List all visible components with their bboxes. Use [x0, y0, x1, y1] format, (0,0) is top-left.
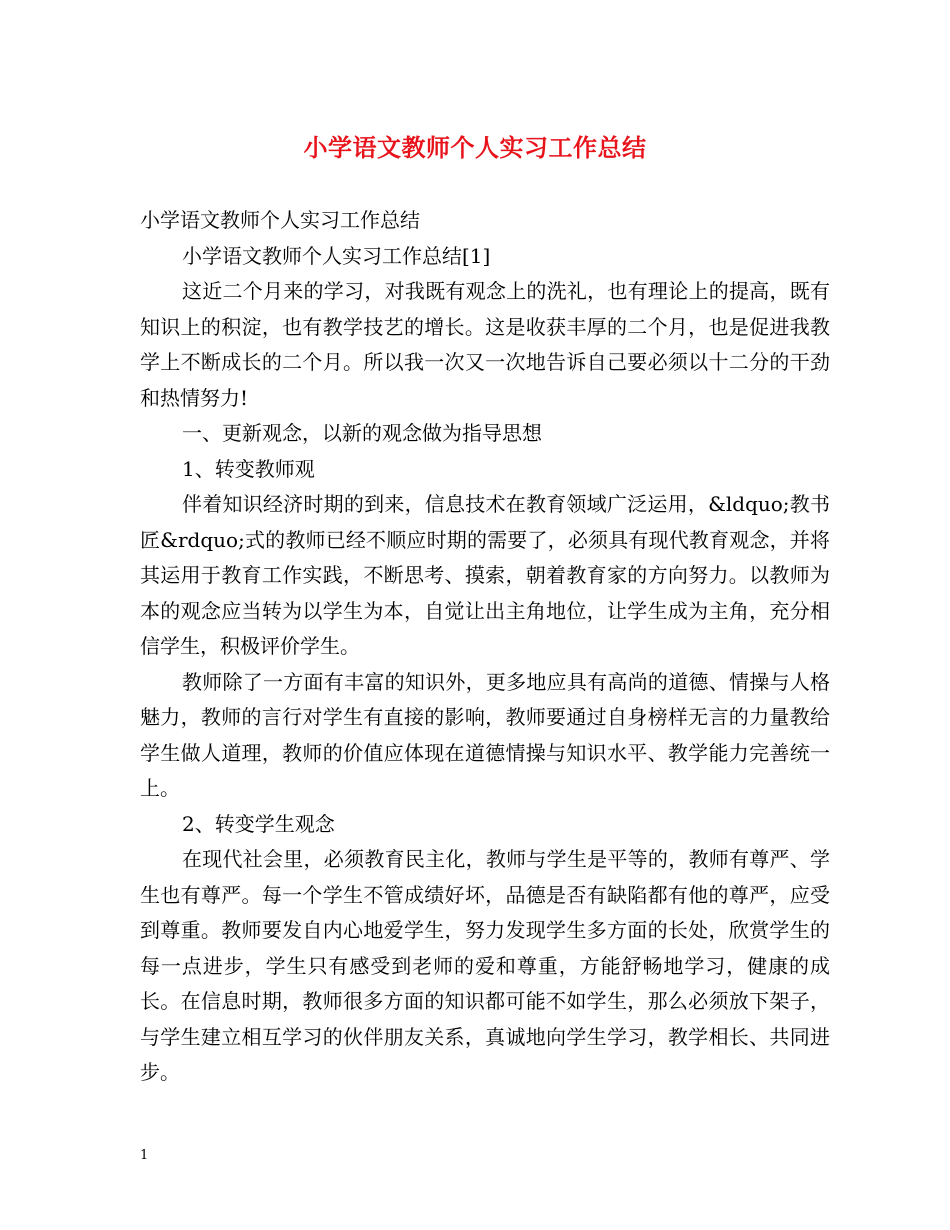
subsection-heading: 2、转变学生观念	[182, 811, 335, 836]
page-number: 1	[140, 1148, 149, 1163]
paragraph-heading: 小学语文教师个人实习工作总结	[140, 208, 420, 232]
section-heading: 一、更新观念，以新的观念做为指导思想	[182, 421, 542, 445]
paragraph-student-view: 在现代社会里，必须教育民主化，教师与学生是平等的，教师有尊严、学生也有尊严。每一个学生不管成绩好坏，品德是否有缺陷都有他的尊严，应受到尊重。教师要发自内心地爱学生，努力发现学生多方面的长处，欣赏学生的每一点进步，学生只有感受到老师的爱和尊重，方能舒畅地学习，健康的成长。在信息时期，教师很多方面的知识都可能不如学生，那么必须放下架子，与学生建立相互学习的伙伴朋友关系，真诚地向学生学习，教学相长、共同进步。	[140, 847, 830, 1084]
document-body	[140, 203, 830, 1091]
paragraph-teacher-character: 教师除了一方面有丰富的知识外，更多地应具有高尚的道德、情操与人格魅力，教师的言行对学生有直接的影响，教师要通过自身榜样无言的力量教给学生做人道理，教师的价值应体现在道德情操与知识水平、教学能力完善统一上。	[140, 669, 830, 800]
paragraph-subtitle: 小学语文教师个人实习工作总结[1]	[182, 243, 491, 268]
paragraph-teacher-view: 伴着知识经济时期的到来，信息技术在教育领域广泛运用，&ldquo;教书匠&rdquo;式的教师已经不顺应时期的需要了，必须具有现代教育观念，并将其运用于教育工作实践，不断思考、摸索，朝着教育家的方向努力。以教师为本的观念应当转为以学生为本，自觉让出主角地位，让学生成为主角，充分相信学生，积极评价学生。	[140, 492, 830, 658]
document-title: 小学语文教师个人实习工作总结	[303, 133, 647, 162]
subsection-heading: 1、转变教师观	[182, 456, 315, 481]
paragraph-intro: 这近二个月来的学习，对我既有观念上的洗礼，也有理论上的提高，既有知识上的积淀，也有教学技艺的增长。这是收获丰厚的二个月，也是促进我教学上不断成长的二个月。所以我一次又一次地告诉自己要必须以十二分的干劲和热情努力!	[140, 279, 830, 410]
